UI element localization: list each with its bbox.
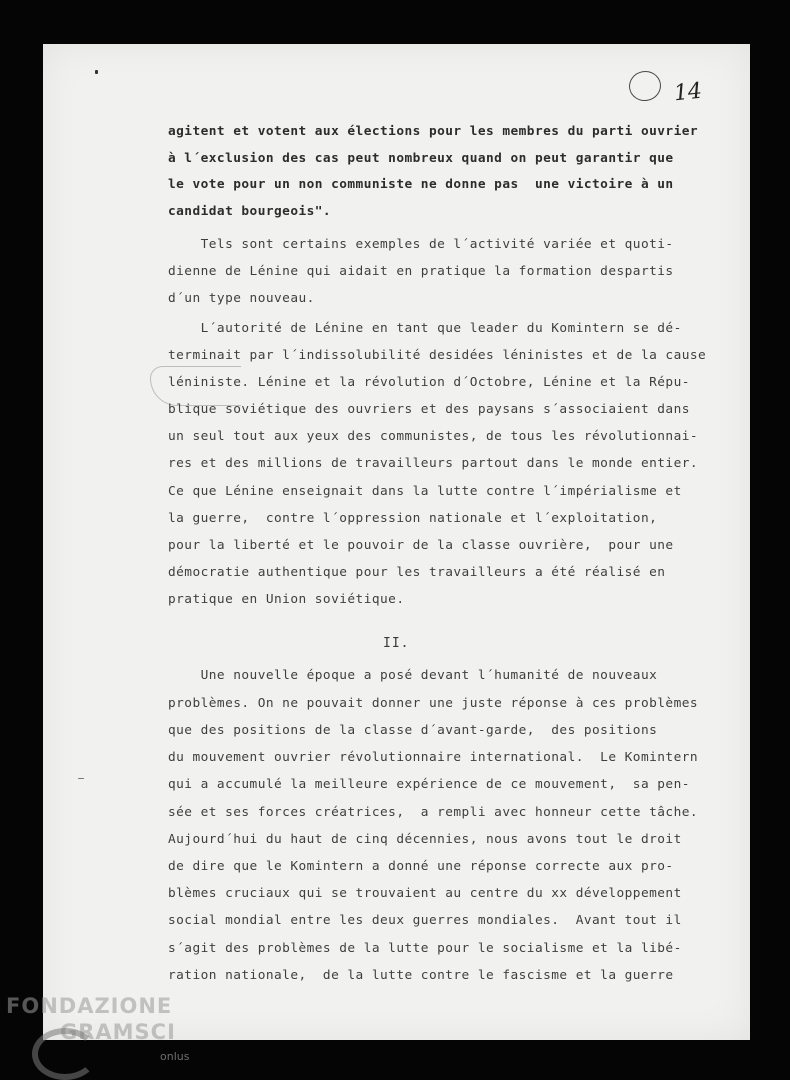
typed-line: s´agit des problèmes de la lutte pour le socialisme et la libé- [168, 941, 682, 956]
watermark-line-1: FONDAZIONE [6, 994, 173, 1018]
typed-line: Ce que Lénine enseignait dans la lutte contre l´impérialisme et [168, 484, 682, 499]
typed-line: pour la liberté et le pouvoir de la classe ouvrière, pour une [168, 538, 674, 553]
typed-line: Tels sont certains exemples de l´activité variée et quoti- [168, 237, 674, 252]
watermark-onlus: onlus [160, 1050, 190, 1063]
typed-line: léniniste. Lénine et la révolution d´Octobre, Lénine et la Répu- [168, 375, 690, 390]
watermark-line-2: GRAMSCI [60, 1020, 176, 1044]
typed-line: candidat bourgeois". [168, 204, 332, 219]
typed-line: social mondial entre les deux guerres mondiales. Avant tout il [168, 913, 682, 928]
typed-line: pratique en Union soviétique. [168, 592, 405, 607]
typed-line: un seul tout aux yeux des communistes, de tous les révolutionnai- [168, 429, 699, 444]
watermark-logo-icon [32, 1028, 98, 1080]
typed-line: sée et ses forces créatrices, a rempli avec honneur cette tâche. [168, 805, 699, 820]
typed-line: agitent et votent aux élections pour les membres du parti ouvrier [168, 124, 699, 139]
typed-line: problèmes. On ne pouvait donner une juste réponse à ces problèmes [168, 696, 699, 711]
typed-line: res et des millions de travailleurs partout dans le monde entier. [168, 456, 699, 471]
typed-line: la guerre, contre l´oppression nationale et l´exploitation, [168, 511, 658, 526]
section-heading: II. [383, 636, 410, 651]
typed-line: démocratie authentique pour les travailleurs a été réalisé en [168, 565, 666, 580]
typed-line: ration nationale, de la lutte contre le fascisme et la guerre [168, 968, 674, 983]
typed-line: de dire que le Komintern a donné une réponse correcte aux pro- [168, 859, 674, 874]
handwritten-page-number: 14 [672, 78, 704, 107]
typed-line: L´autorité de Lénine en tant que leader du Komintern se dé- [168, 321, 682, 336]
typed-line: qui a accumulé la meilleure expérience de ce mouvement, sa pen- [168, 777, 690, 792]
stray-ink-mark [95, 70, 98, 74]
typed-line: Aujourd´hui du haut de cinq décennies, nous avons tout le droit [168, 832, 682, 847]
fondazione-gramsci-watermark [0, 990, 240, 1080]
typed-line: le vote pour un non communiste ne donne pas une victoire à un [168, 177, 674, 192]
typed-line: du mouvement ouvrier révolutionnaire international. Le Komintern [168, 750, 699, 765]
typed-line: Une nouvelle époque a posé devant l´humanité de nouveaux [168, 668, 658, 683]
typed-line: blèmes cruciaux qui se trouvaient au centre du xx développement [168, 886, 682, 901]
typed-line: d´un type nouveau. [168, 291, 315, 306]
typed-line: terminait par l´indissolubilité desidées léninistes et de la cause [168, 348, 707, 363]
typed-line: blique soviétique des ouvriers et des paysans s´associaient dans [168, 402, 690, 417]
typed-line: à l´exclusion des cas peut nombreux quand on peut garantir que [168, 151, 674, 166]
typed-line: que des positions de la classe d´avant-garde, des positions [168, 723, 658, 738]
typed-line: dienne de Lénine qui aidait en pratique la formation despartis [168, 264, 674, 279]
stray-ink-mark [78, 778, 84, 779]
